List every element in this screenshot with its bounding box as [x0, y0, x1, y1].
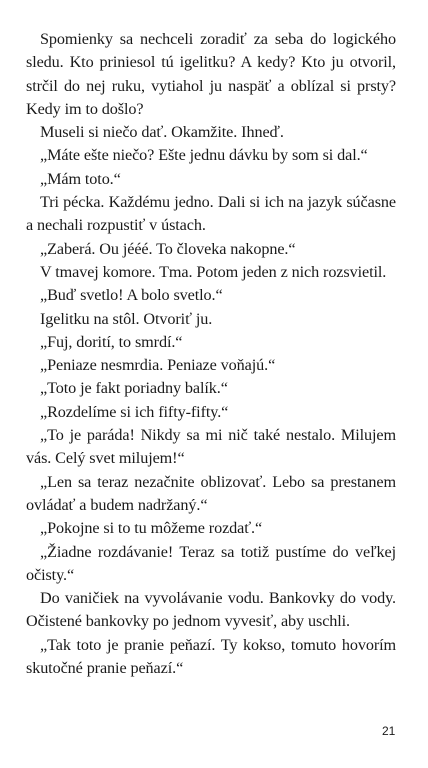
paragraph: „Toto je fakt poriadny balík.“	[40, 379, 228, 398]
paragraph: Igelitku na stôl. Otvoriť ju.	[40, 309, 213, 328]
body-text	[26, 28, 396, 680]
paragraph: „Žiadne rozdávanie! Teraz sa totiž pustíme do veľkej očisty.“	[26, 542, 396, 584]
page-number: 21	[382, 724, 396, 738]
paragraph: „Buď svetlo! A bolo svetlo.“	[40, 286, 223, 305]
paragraph: „Rozdelíme si ich fifty-fifty.“	[40, 402, 229, 421]
paragraph: Museli si niečo dať. Okamžite. Ihneď.	[40, 123, 284, 142]
paragraph: Do vaničiek na vyvolávanie vodu. Bankovky do vody. Očistené bankovky po jednom vyvesiť, aby uschli.	[26, 589, 396, 631]
paragraph: „Peniaze nesmrdia. Peniaze voňajú.“	[40, 356, 276, 375]
paragraph: „Zaberá. Ou jééé. To človeka nakopne.“	[40, 239, 296, 258]
paragraph: V tmavej komore. Tma. Potom jeden z nich rozsvietil.	[40, 262, 387, 281]
paragraph: „Pokojne si to tu môžeme rozdať.“	[40, 519, 263, 538]
paragraph: „Máte ešte niečo? Ešte jednu dávku by som si dal.“	[40, 146, 368, 165]
paragraph: „Mám toto.“	[40, 169, 121, 188]
paragraph: „Fuj, dorití, to smrdí.“	[40, 332, 183, 351]
paragraph: „Len sa teraz nezačnite oblizovať. Lebo sa prestanem ovládať a budem nadržaný.“	[26, 472, 396, 514]
paragraph: Spomienky sa nechceli zoradiť za seba do logického sledu. Kto priniesol tú igelitku? A kedy? Kto ju otvoril, strčil do nej ruku, vytiahol ju naspäť a oblízal si prsty? Kedy im to došlo?	[26, 30, 396, 118]
paragraph: „Tak toto je pranie peňazí. Ty kokso, tomuto hovorím skutočné pranie peňazí.“	[26, 635, 396, 678]
paragraph: Tri pécka. Každému jedno. Dali si ich na jazyk súčasne a nechali rozpustiť v ústach.	[26, 193, 396, 235]
paragraph: „To je paráda! Nikdy sa mi nič také nestalo. Milujem vás. Celý svet milujem!“	[26, 426, 396, 468]
